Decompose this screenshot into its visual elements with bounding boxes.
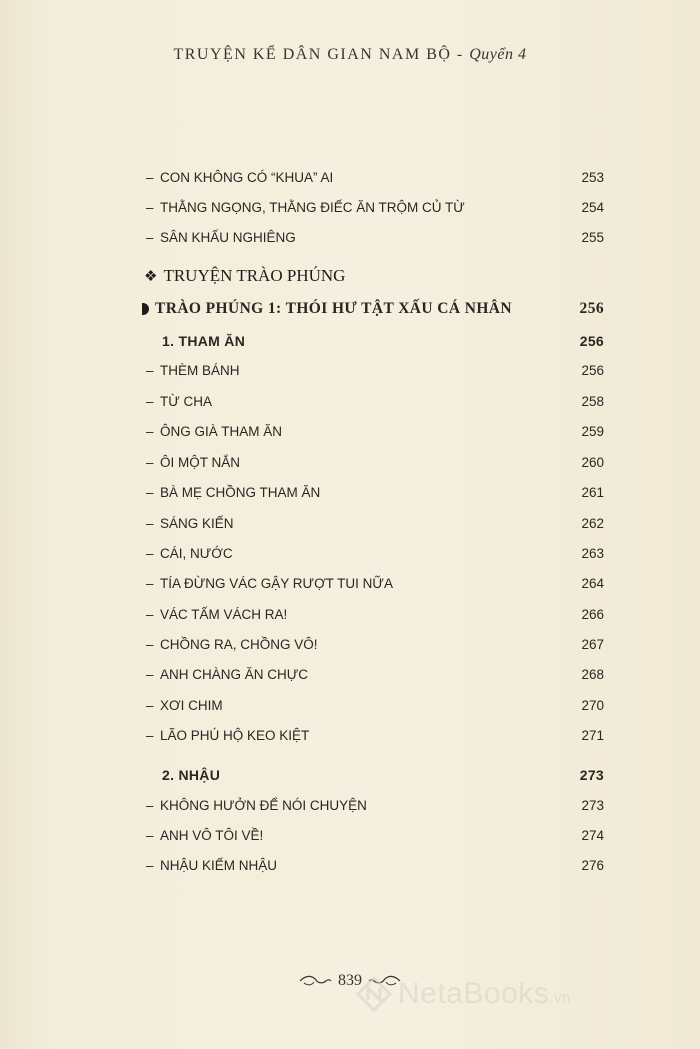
diamond-bullet-icon: ❖	[144, 268, 158, 285]
toc-entry-title: XƠI CHIM	[160, 697, 223, 713]
toc-entry[interactable]	[146, 633, 604, 655]
toc-entry-title: BÀ MẸ CHỒNG THAM ĂN	[160, 484, 321, 500]
toc-entry-title: TỪ CHA	[160, 393, 213, 409]
subsection-heading[interactable]	[162, 329, 604, 353]
toc-entry[interactable]	[146, 196, 604, 218]
toc-entry-title: CÁI, NƯỚC	[160, 545, 233, 561]
toc-entry-page: 268	[581, 666, 604, 682]
toc-entry-page: 273	[581, 797, 604, 813]
header-title: TRUYỆN KỂ DÂN GIAN NAM BỘ -	[173, 46, 470, 63]
dash-marker: –	[146, 697, 154, 713]
toc-entry[interactable]	[146, 512, 604, 534]
half-circle-bullet-icon	[142, 303, 149, 315]
toc-entry-page: 276	[581, 857, 604, 873]
toc-entry[interactable]	[146, 451, 604, 473]
toc-entry[interactable]	[146, 603, 604, 625]
toc-entry[interactable]	[146, 420, 604, 442]
toc-entry[interactable]	[146, 359, 604, 381]
chapter-heading[interactable]	[142, 296, 604, 322]
netabooks-watermark	[356, 976, 571, 1012]
toc-entry[interactable]	[146, 542, 604, 564]
toc-entry-page: 267	[581, 636, 604, 652]
toc-entry-title: KHÔNG HƯỞN ĐỂ NÓI CHUYỆN	[160, 797, 367, 813]
toc-entry[interactable]	[146, 824, 604, 846]
dash-marker: –	[146, 199, 154, 215]
subsection-heading[interactable]	[162, 763, 604, 787]
toc-entry[interactable]	[146, 572, 604, 594]
dash-marker: –	[146, 423, 154, 439]
ornament-left-icon	[298, 974, 332, 988]
chapter-title: TRÀO PHÚNG 1: THÓI HƯ TẬT XẤU CÁ NHÂN	[155, 300, 512, 317]
dash-marker: –	[146, 857, 154, 873]
page-footer	[0, 972, 700, 990]
section-title[interactable]	[144, 266, 345, 286]
dash-marker: –	[146, 666, 154, 682]
toc-entry-title: THẰNG NGỌNG, THẰNG ĐIẾC ĂN TRỘM CỦ TỪ	[160, 199, 465, 215]
toc-entry-title: THÈM BÁNH	[160, 362, 240, 378]
toc-entry-title: NHẬU KIẾM NHẬU	[160, 857, 278, 873]
subsection-page: 256	[579, 333, 604, 349]
toc-entry-title: ANH CHÀNG ĂN CHỰC	[160, 666, 309, 682]
toc-entry-page: 253	[581, 169, 604, 185]
toc-entry-page: 258	[581, 393, 604, 409]
toc-entry-page: 260	[581, 454, 604, 470]
dash-marker: –	[146, 575, 154, 591]
toc-entry-page: 262	[581, 515, 604, 531]
toc-entry[interactable]	[146, 663, 604, 685]
toc-entry-title: ÔI MỘT NẮN	[160, 454, 241, 470]
toc-entry-page: 263	[581, 545, 604, 561]
dash-marker: –	[146, 454, 154, 470]
header-volume: Quyển 4	[469, 46, 527, 63]
section-title-text: TRUYỆN TRÀO PHÚNG	[163, 266, 346, 285]
toc-entry-title: VÁC TẤM VÁCH RA!	[160, 606, 288, 622]
toc-entry-page: 261	[581, 484, 604, 500]
subsection-title: 1. THAM ĂN	[162, 333, 246, 349]
dash-marker: –	[146, 797, 154, 813]
subsection-title: 2. NHẬU	[162, 767, 221, 783]
dash-marker: –	[146, 484, 154, 500]
dash-marker: –	[146, 827, 154, 843]
toc-entry-title: ANH VÔ TÔI VỀ!	[160, 827, 264, 843]
toc-entry-page: 259	[581, 423, 604, 439]
toc-entry-page: 270	[581, 697, 604, 713]
toc-entry[interactable]	[146, 694, 604, 716]
dash-marker: –	[146, 229, 154, 245]
toc-entry-title: ÔNG GIÀ THAM ĂN	[160, 423, 283, 439]
toc-entry[interactable]	[146, 854, 604, 876]
toc-entry[interactable]	[146, 724, 604, 746]
netabooks-logo-icon	[356, 976, 392, 1012]
dash-marker: –	[146, 545, 154, 561]
dash-marker: –	[146, 169, 154, 185]
subsection-page: 273	[579, 767, 604, 783]
page-number: 839	[338, 972, 362, 989]
toc-entry-title: TÍA ĐỪNG VÁC GẬY RƯỢT TUI NỮA	[160, 575, 393, 591]
watermark-suffix: .vn	[549, 990, 571, 1007]
toc-entry-title: CON KHÔNG CÓ “KHUA” AI	[160, 169, 334, 185]
toc-entry[interactable]	[146, 481, 604, 503]
toc-entry-title: LÃO PHÚ HỘ KEO KIỆT	[160, 727, 310, 743]
dash-marker: –	[146, 727, 154, 743]
toc-entry-page: 266	[581, 606, 604, 622]
toc-entry[interactable]	[146, 794, 604, 816]
toc-entry-title: SÂN KHẤU NGHIÊNG	[160, 229, 296, 245]
toc-entry[interactable]	[146, 166, 604, 188]
chapter-page: 256	[579, 300, 604, 317]
toc-entry[interactable]	[146, 226, 604, 248]
dash-marker: –	[146, 636, 154, 652]
watermark-brand: NetaBooks	[398, 977, 550, 1010]
toc-entry[interactable]	[146, 390, 604, 412]
toc-entry-page: 274	[581, 827, 604, 843]
toc-entry-page: 256	[581, 362, 604, 378]
toc-entry-page: 255	[581, 229, 604, 245]
dash-marker: –	[146, 393, 154, 409]
toc-entry-title: SÁNG KIẾN	[160, 515, 234, 531]
toc-entry-page: 264	[581, 575, 604, 591]
dash-marker: –	[146, 515, 154, 531]
toc-entry-page: 254	[581, 199, 604, 215]
dash-marker: –	[146, 362, 154, 378]
running-header	[0, 46, 700, 64]
toc-entry-title: CHỒNG RA, CHỒNG VÔ!	[160, 636, 318, 652]
toc-entry-page: 271	[581, 727, 604, 743]
dash-marker: –	[146, 606, 154, 622]
